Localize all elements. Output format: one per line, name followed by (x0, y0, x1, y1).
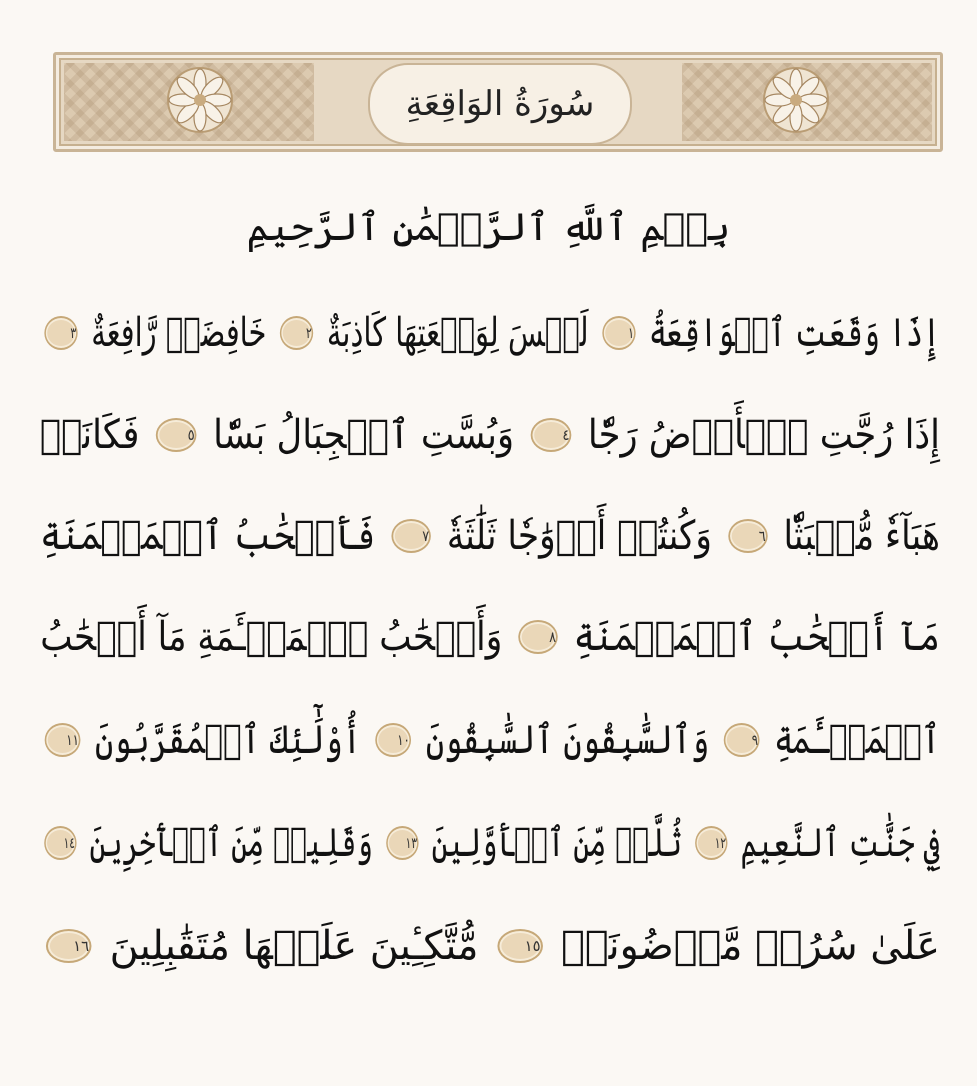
text-line-2 (39, 392, 940, 472)
text-line-4 (40, 594, 940, 674)
ayah-number-marker: ١٦ (46, 929, 92, 963)
ayah-number-marker: ٨ (518, 620, 557, 654)
basmala: بِسۡمِ ٱللَّهِ ٱلرَّحۡمَٰنِ ٱلرَّحِيمِ (246, 205, 731, 249)
text-line-3 (40, 493, 940, 573)
verse-text: مَآ أَصۡحَٰبُ ٱلۡمَيۡمَنَةِ (573, 614, 940, 660)
ayah-number-marker: ١٣ (386, 826, 418, 860)
verse-text: إِذَا رُجَّتِ ٱلۡأَرۡضُ رَجّٗا (587, 412, 940, 458)
surah-title: سُورَةُ الوَاقِعَةِ (405, 84, 595, 124)
verse-text: وَكُنتُمۡ أَزۡوَٰجٗا ثَلَٰثَةٗ (446, 513, 712, 559)
verse-text: فَأَصۡحَٰبُ ٱلۡمَيۡمَنَةِ (40, 513, 376, 559)
ayah-number-marker: ١٢ (695, 826, 727, 860)
verse-text: فِي جَنَّٰتِ ٱلنَّعِيمِ (740, 820, 940, 866)
ayah-number-marker: ٤ (531, 418, 572, 452)
ayah-number-marker: ٣ (44, 316, 77, 350)
ayah-number-marker: ١٠ (376, 723, 412, 757)
verse-text: عَلَىٰ سُرُرٖ مَّوۡضُونَةٖ (561, 923, 940, 969)
ayah-number-marker: ١٥ (497, 929, 543, 963)
ayah-number-marker: ٧ (391, 519, 430, 553)
ayah-number-marker: ١٤ (44, 826, 76, 860)
verse-text: ثُلَّةٞ مِّنَ ٱلۡأَوَّلِينَ (431, 820, 682, 866)
verse-text: ٱلۡمَشۡـَٔمَةِ (774, 717, 940, 763)
ayah-number-marker: ٢ (280, 316, 313, 350)
verse-text: خَافِضَةٞ رَّافِعَةٌ (91, 310, 267, 356)
text-line-6 (63, 800, 940, 880)
text-line-5 (66, 697, 940, 777)
verse-text: أُوْلَٰٓئِكَ ٱلۡمُقَرَّبُونَ (94, 717, 361, 763)
verse-text: فَكَانَتۡ (39, 412, 140, 458)
verse-text: إِذَا وَقَعَتِ ٱلۡوَاقِعَةُ (649, 310, 940, 356)
surah-title-cartouche (368, 63, 632, 145)
text-line-1 (70, 290, 940, 370)
verse-text: وَأَصۡحَٰبُ ٱلۡمَشۡـَٔمَةِ مَآ أَصۡحَٰبُ (40, 614, 503, 660)
ayah-number-marker: ٦ (728, 519, 767, 553)
text-line-7 (49, 903, 940, 983)
verse-text: وَٱلسَّٰبِقُونَ ٱلسَّٰبِقُونَ (425, 717, 710, 763)
surah-header-frame (53, 52, 943, 152)
rosette-ornament-icon (166, 66, 234, 134)
verse-text: وَبُسَّتِ ٱلۡجِبَالُ بَسّٗا (213, 412, 515, 458)
ayah-number-marker: ١ (602, 316, 635, 350)
rosette-ornament-icon (762, 66, 830, 134)
verse-text: مُّتَّكِـِٔينَ عَلَيۡهَا مُتَقَٰبِلِينَ (109, 923, 479, 969)
verse-text: هَبَآءٗ مُّنۢبَثّٗا (783, 513, 940, 559)
ayah-number-marker: ٥ (156, 418, 197, 452)
verse-text: وَقَلِيلٞ مِّنَ ٱلۡأٓخِرِينَ (89, 820, 373, 866)
ayah-number-marker: ٩ (724, 723, 760, 757)
verse-text: لَيۡسَ لِوَقۡعَتِهَا كَاذِبَةٌ (326, 310, 589, 356)
ayah-number-marker: ١١ (45, 723, 81, 757)
